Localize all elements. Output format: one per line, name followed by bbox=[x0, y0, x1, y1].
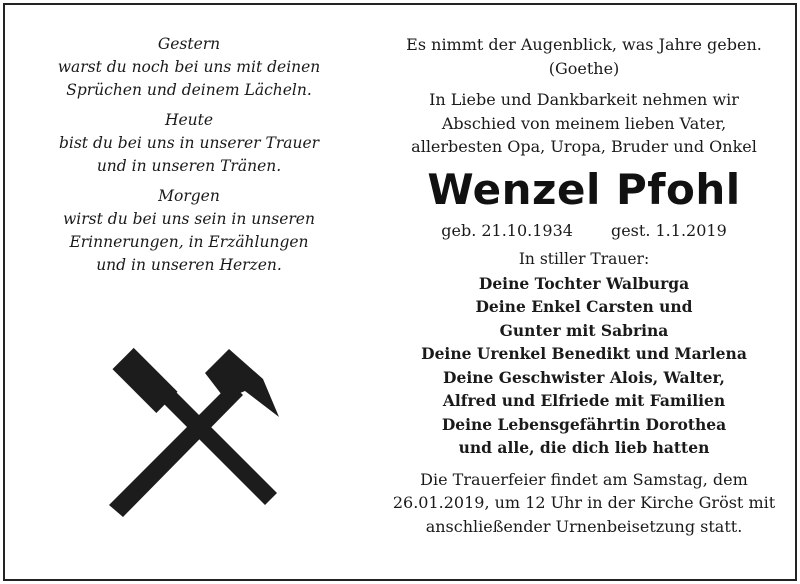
poem-line: Morgen bbox=[158, 187, 220, 205]
mourner-line: Deine Urenkel Benedikt und Marlena bbox=[421, 344, 747, 363]
mourner-line: Alfred und Elfriede mit Familien bbox=[442, 391, 726, 410]
quote bbox=[365, 33, 800, 80]
poem-line: und in unseren Tränen. bbox=[96, 157, 282, 175]
quote-text: Es nimmt der Augenblick, was Jahre geben. bbox=[406, 35, 762, 54]
mourners-title: In stiller Trauer: bbox=[518, 250, 650, 268]
birth-date: geb. 21.10.1934 bbox=[441, 220, 573, 240]
mourner-line: und alle, die dich lieb hatten bbox=[458, 438, 710, 457]
poem-stanza-tomorrow bbox=[19, 185, 359, 277]
poem-stanza-yesterday bbox=[19, 33, 359, 102]
poem-line: Sprüchen und deinem Lächeln. bbox=[66, 81, 312, 99]
intro-line: Abschied von meinem lieben Vater, bbox=[441, 113, 727, 133]
funeral-service-info bbox=[365, 468, 800, 539]
poem bbox=[19, 33, 359, 284]
poem-line: Erinnerungen, in Erzählungen bbox=[69, 233, 309, 251]
poem-line: wirst du bei uns sein in unseren bbox=[63, 210, 315, 228]
deceased-name: Wenzel Pfohl bbox=[427, 164, 741, 214]
life-dates bbox=[365, 219, 800, 243]
service-line: 26.01.2019, um 12 Uhr in der Kirche Gröst mit bbox=[392, 493, 776, 512]
service-line: Die Trauerfeier findet am Samstag, dem bbox=[420, 469, 748, 489]
intro-line: allerbesten Opa, Uropa, Bruder und Onkel bbox=[411, 137, 757, 156]
mourner-line: Deine Tochter Walburga bbox=[478, 273, 690, 293]
poem-line: warst du noch bei uns mit deinen bbox=[57, 58, 321, 76]
poem-line: und in unseren Herzen. bbox=[96, 256, 282, 274]
mourner-line: Deine Lebensgefährtin Dorothea bbox=[441, 414, 727, 434]
obituary-frame bbox=[3, 3, 797, 581]
service-line: anschließender Urnenbeisetzung statt. bbox=[425, 516, 743, 536]
quote-author: (Goethe) bbox=[548, 58, 620, 78]
death-date: gest. 1.1.2019 bbox=[610, 220, 727, 240]
intro bbox=[365, 88, 800, 159]
hammer-and-pick-icon bbox=[93, 341, 293, 521]
poem-line: Heute bbox=[164, 111, 214, 129]
poem-line: Gestern bbox=[157, 35, 221, 53]
mourner-line: Gunter mit Sabrina bbox=[499, 320, 669, 340]
mourners bbox=[365, 248, 800, 460]
intro-line: In Liebe und Dankbarkeit nehmen wir bbox=[429, 90, 739, 109]
announcement bbox=[365, 33, 800, 538]
poem-line: bist du bei uns in unserer Trauer bbox=[58, 134, 320, 152]
mourner-line: Deine Enkel Carsten und bbox=[475, 297, 693, 316]
mourner-line: Deine Geschwister Alois, Walter, bbox=[443, 367, 725, 387]
poem-stanza-today bbox=[19, 109, 359, 178]
